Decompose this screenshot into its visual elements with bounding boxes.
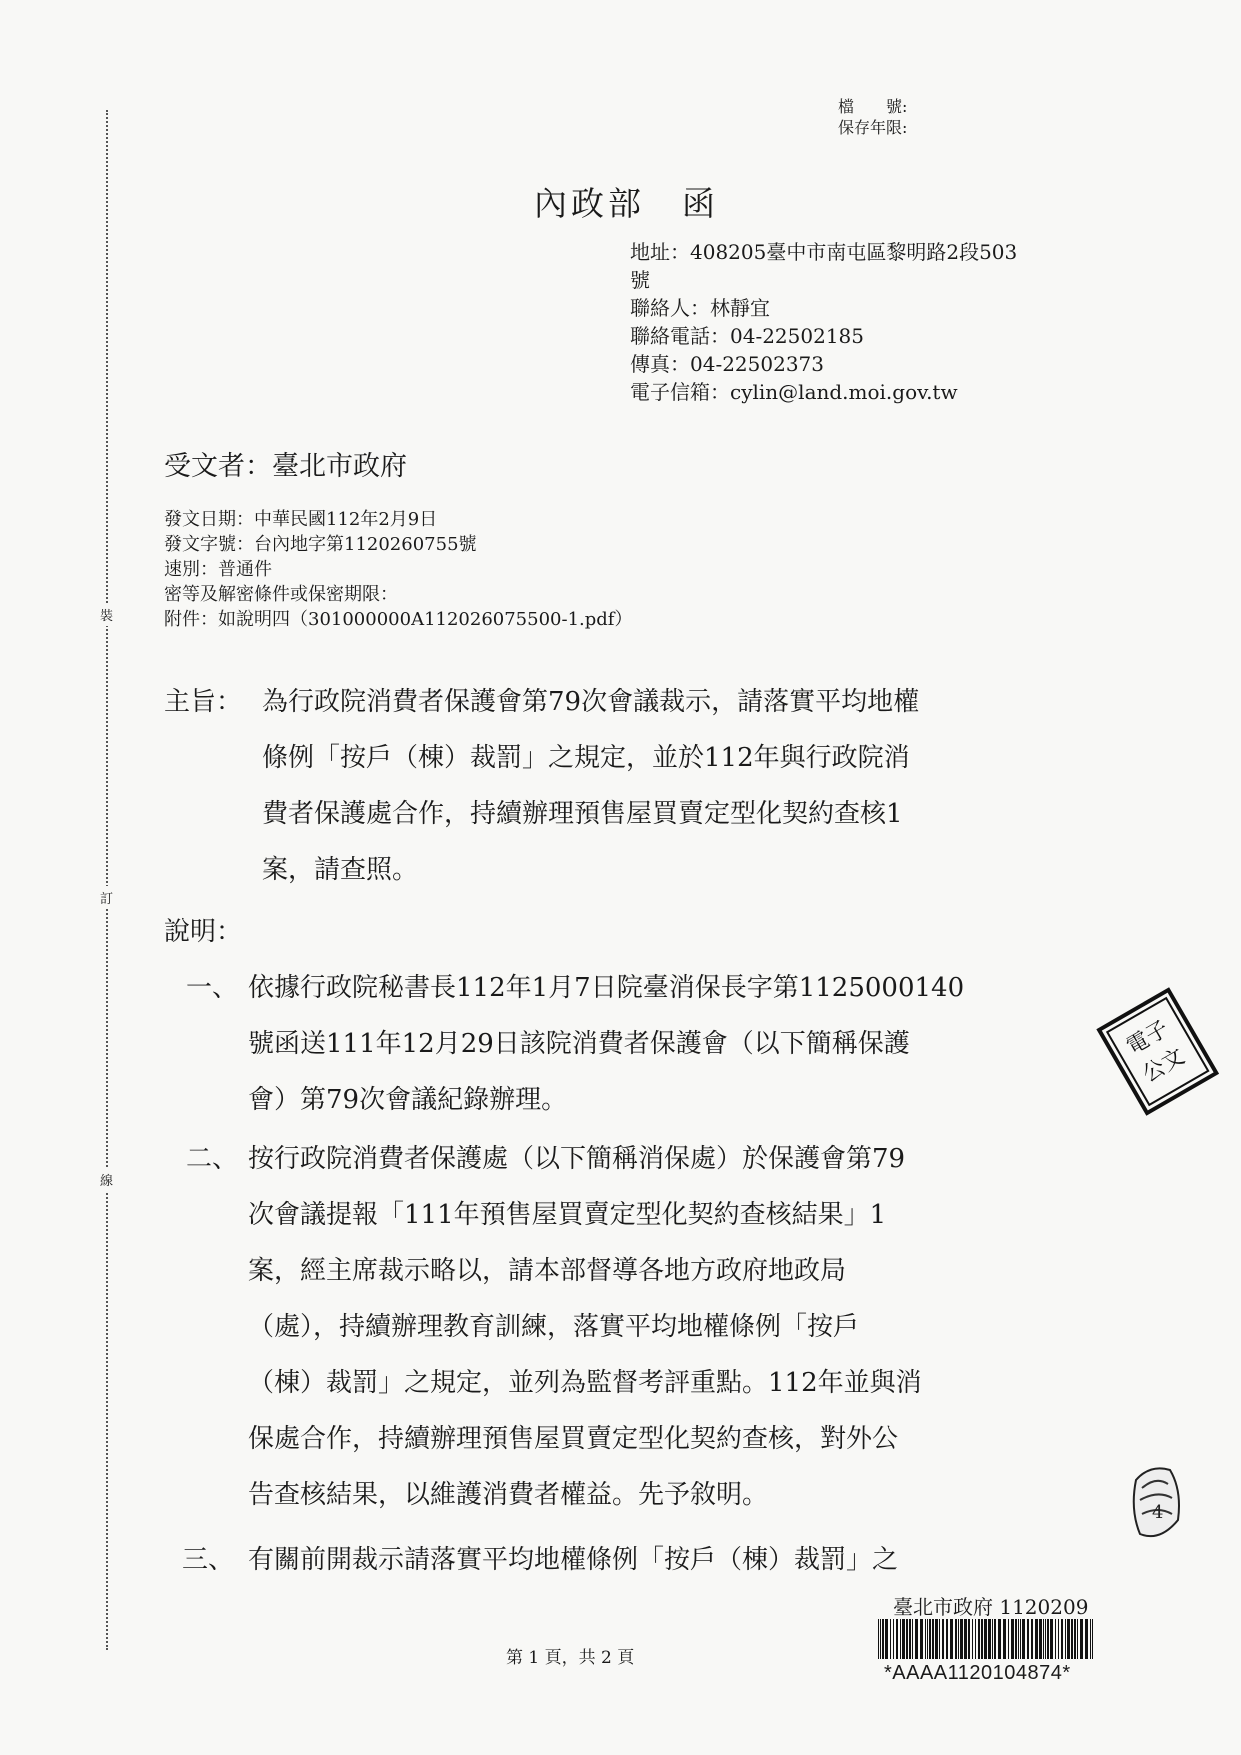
explanation-item-2: [248, 1131, 1058, 1523]
sender-info: [630, 238, 1070, 406]
item-number: 二、: [186, 1144, 239, 1174]
item-line: 保處合作，持續辦理預售屋買賣定型化契約查核，對外公: [248, 1424, 899, 1454]
subject-line: 費者保護處合作，持續辦理預售屋買賣定型化契約查核1: [262, 799, 903, 829]
sender-address-line2: 號: [630, 268, 650, 292]
secrecy-level: 密等及解密條件或保密期限：: [164, 584, 398, 605]
item-line: （處），持續辦理教育訓練，落實平均地權條例「按戶: [248, 1312, 860, 1342]
subject-label: 主旨：: [164, 687, 243, 717]
barcode-text: *AAAA1120104874*: [884, 1662, 1071, 1684]
barcode-icon: [876, 1619, 1108, 1659]
subject-line: 條例「按戶（棟）裁罰」之規定，並於112年與行政院消: [262, 743, 910, 773]
sender-fax: 傳真：04-22502373: [630, 352, 825, 376]
sender-address-line1: 地址：408205臺中市南屯區黎明路2段503: [630, 240, 1018, 264]
file-meta: [838, 96, 907, 138]
binding-mark-xian: 線: [100, 1168, 113, 1191]
binding-mark-zhuang: 裝: [100, 603, 113, 626]
item-number: 一、: [186, 973, 239, 1003]
subject-text: [262, 674, 1072, 898]
electronic-document-seal-icon: [1108, 990, 1190, 1130]
item-number: 三、: [182, 1545, 235, 1575]
file-number-label: 檔 號:: [838, 97, 908, 116]
issue-date: 發文日期：中華民國112年2月9日: [164, 509, 438, 530]
sender-contact: 聯絡人：林靜宜: [630, 296, 770, 320]
explanation-item-1: [248, 960, 1058, 1128]
speed-class: 速別：普通件: [164, 559, 272, 580]
sender-phone: 聯絡電話：04-22502185: [630, 324, 865, 348]
subject-line: 案，請查照。: [262, 855, 419, 885]
item-line: 告查核結果，以維護消費者權益。先予敘明。: [248, 1480, 769, 1510]
svg-text:電子: 電子: [1122, 1016, 1174, 1061]
explanation-item-3: [248, 1532, 1058, 1588]
item-line: 按行政院消費者保護處（以下簡稱消保處）於保護會第79: [248, 1144, 906, 1174]
binding-dotted-line: [106, 110, 108, 1650]
item-line: 號函送111年12月29日該院消費者保護會（以下簡稱保護: [248, 1029, 910, 1059]
document-number: 發文字號：台內地字第1120260755號: [164, 534, 477, 555]
subject-line: 為行政院消費者保護會第79次會議裁示，請落實平均地權: [262, 687, 920, 717]
item-line: 次會議提報「111年預售屋買賣定型化契約查核結果」1: [248, 1200, 887, 1230]
page-footer: 第 1 頁，共 2 頁: [506, 1648, 635, 1668]
svg-text:公文: 公文: [1138, 1044, 1190, 1088]
item-line: 會）第79次會議紀錄辦理。: [248, 1085, 568, 1115]
item-line: 案，經主席裁示略以，請本部督導各地方政府地政局: [248, 1256, 847, 1286]
item-line: 依據行政院秘書長112年1月7日院臺消保長字第1125000140: [248, 973, 965, 1003]
corner-seal-icon: [1130, 1460, 1182, 1544]
explanation-label: 說明：: [164, 917, 243, 947]
svg-text:4: 4: [1152, 1502, 1164, 1523]
item-line: （棟）裁罰」之規定，並列為監督考評重點。112年並與消: [248, 1368, 922, 1398]
binding-mark-ding: 訂: [100, 886, 113, 909]
sender-email: 電子信箱：cylin@land.moi.gov.tw: [630, 380, 958, 404]
retention-label: 保存年限:: [838, 118, 908, 137]
document-title: 內政部 函: [534, 184, 719, 223]
recipient: 受文者：臺北市政府: [164, 451, 407, 482]
item-line: 有關前開裁示請落實平均地權條例「按戶（棟）裁罰」之: [248, 1545, 899, 1575]
attachment-line: 附件：如說明四（301000000A112026075500-1.pdf）: [164, 609, 633, 630]
document-meta: [164, 507, 632, 632]
receipt-stamp: 臺北市政府 1120209: [893, 1595, 1089, 1619]
